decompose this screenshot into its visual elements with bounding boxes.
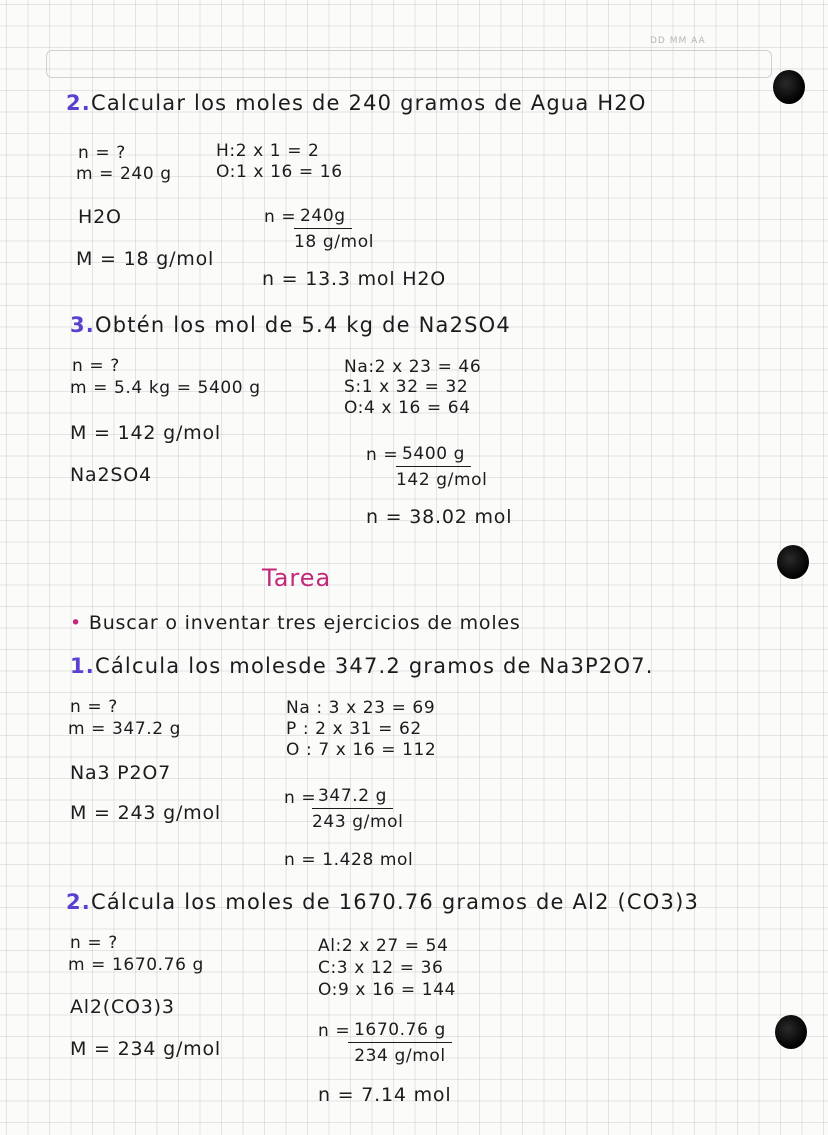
ex2-title (66, 93, 647, 114)
binder-hole-bottom (775, 1015, 807, 1049)
hw1-formula: Na3 P2O7 (70, 762, 171, 784)
hw1-n-unknown: n = ? (70, 697, 118, 717)
tarea-heading: Tarea (262, 564, 332, 592)
hw2-mass: m = 1670.76 g (68, 955, 204, 975)
hw1-title (70, 656, 654, 677)
ex3-title-text: Obtén los mol de 5.4 kg de Na2SO4 (95, 313, 511, 337)
ex3-s-calc: S:1 x 32 = 32 (344, 377, 469, 397)
hw2-al-calc: Al:2 x 27 = 54 (318, 936, 449, 956)
hw2-formula: Al2(CO3)3 (70, 996, 175, 1018)
ex3-n-unknown: n = ? (72, 356, 120, 376)
hw2-result: n = 7.14 mol (318, 1084, 452, 1106)
ex3-na-calc: Na:2 x 23 = 46 (344, 357, 482, 377)
hw1-result: n = 1.428 mol (284, 850, 414, 870)
header-box (46, 50, 772, 78)
binder-hole-top (773, 70, 805, 104)
hw2-fraction (348, 1020, 452, 1066)
hw2-o-calc: O:9 x 16 = 144 (318, 980, 457, 1000)
hw1-frac-den: 243 g/mol (312, 812, 404, 832)
ex2-title-text: Calcular los moles de 240 gramos de Agua H2O (91, 91, 647, 115)
binder-hole-middle (777, 545, 809, 579)
ex3-molar-mass: M = 142 g/mol (70, 422, 221, 444)
ex2-formula: H2O (78, 206, 122, 228)
hw1-o-calc: O : 7 x 16 = 112 (286, 740, 437, 760)
ex3-o-calc: O:4 x 16 = 64 (344, 398, 471, 418)
ex3-formula: Na2SO4 (70, 464, 152, 486)
ex2-n-eq: n = (264, 207, 297, 227)
ex2-h-calc: H:2 x 1 = 2 (216, 141, 320, 161)
tarea-task-text: Buscar o inventar tres ejercicios de moles (88, 612, 521, 634)
ex3-frac-den: 142 g/mol (396, 470, 488, 490)
ex2-number: 2. (66, 91, 91, 115)
hw2-n-unknown: n = ? (70, 933, 118, 953)
hw1-fraction (312, 786, 403, 832)
ex3-fraction (396, 444, 487, 490)
ex3-mass: m = 5.4 kg = 5400 g (70, 378, 261, 398)
bullet-icon: • (70, 612, 83, 634)
hw1-title-text: Cálcula los molesde 347.2 gramos de Na3P2O7. (95, 654, 654, 678)
hw1-na-calc: Na : 3 x 23 = 69 (286, 698, 436, 718)
ex2-fraction (294, 206, 374, 252)
hw2-title-text: Cálcula los moles de 1670.76 gramos de Al2 (CO3)3 (91, 890, 700, 914)
hw1-number: 1. (70, 654, 95, 678)
hw1-frac-num: 347.2 g (312, 786, 393, 809)
hw2-frac-num: 1670.76 g (348, 1020, 452, 1043)
hw2-title (66, 892, 699, 913)
ex2-n-unknown: n = ? (78, 143, 126, 163)
ex3-n-eq: n = (366, 445, 399, 465)
hw1-mass: m = 347.2 g (68, 719, 182, 739)
ex2-molar-mass: M = 18 g/mol (76, 248, 215, 270)
hw2-number: 2. (66, 890, 91, 914)
ex2-result: n = 13.3 mol H2O (262, 268, 446, 290)
hw2-frac-den: 234 g/mol (354, 1046, 446, 1066)
hw1-n-eq: n = (284, 788, 317, 808)
ex3-number: 3. (70, 313, 95, 337)
hw1-molar-mass: M = 243 g/mol (70, 802, 221, 824)
ex2-frac-den: 18 g/mol (294, 232, 375, 252)
ex2-frac-num: 240g (294, 206, 352, 229)
hw2-c-calc: C:3 x 12 = 36 (318, 958, 444, 978)
tarea-task (70, 614, 521, 633)
ex2-mass: m = 240 g (76, 164, 172, 184)
ex2-o-calc: O:1 x 16 = 16 (216, 162, 343, 182)
date-marks: DD MM AA (650, 36, 706, 46)
ex3-result: n = 38.02 mol (366, 506, 513, 528)
ex3-title (70, 315, 511, 336)
hw2-n-eq: n = (318, 1021, 351, 1041)
ex3-frac-num: 5400 g (396, 444, 471, 467)
hw1-p-calc: P : 2 x 31 = 62 (286, 719, 422, 739)
hw2-molar-mass: M = 234 g/mol (70, 1038, 221, 1060)
